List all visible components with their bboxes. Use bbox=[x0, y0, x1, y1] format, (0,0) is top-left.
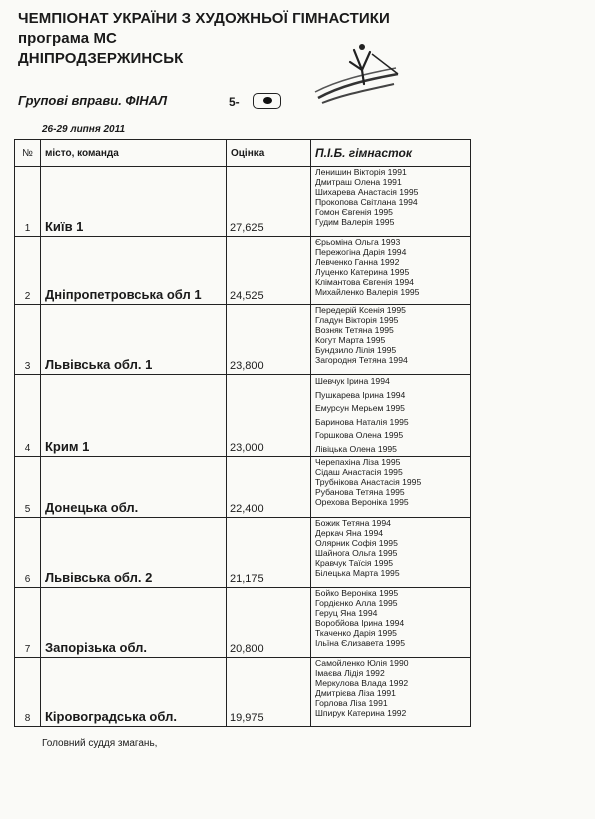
row-team: Запорізька обл. bbox=[41, 588, 227, 658]
gymnast-name: Бойко Вероніка 1995 bbox=[315, 588, 399, 598]
gymnast-name: Дмитраш Олена 1991 bbox=[315, 177, 402, 187]
gymnast-name: Михайленко Валерія 1995 bbox=[315, 287, 420, 297]
row-team: Дніпропетровська обл 1 bbox=[41, 237, 227, 305]
gymnast-name: Геруц Яна 1994 bbox=[315, 608, 378, 618]
row-score: 21,175 bbox=[227, 518, 311, 588]
table-row bbox=[15, 237, 471, 305]
row-gymnasts bbox=[311, 167, 471, 237]
gymnast-name: Шайнога Ольга 1995 bbox=[315, 548, 398, 558]
gymnast-name: Ткаченко Дарія 1995 bbox=[315, 628, 397, 638]
gymnast-name: Самойленко Юлія 1990 bbox=[315, 658, 409, 668]
header-num: № bbox=[15, 140, 41, 167]
row-team: Львівська обл. 2 bbox=[41, 518, 227, 588]
gymnast-name: Рубанова Тетяна 1995 bbox=[315, 487, 405, 497]
table-row bbox=[15, 518, 471, 588]
gymnast-name: Кравчук Таїсія 1995 bbox=[315, 558, 394, 568]
gymnast-name: Передерій Ксенія 1995 bbox=[315, 305, 406, 315]
gymnast-name: Емурсун Мерьем 1995 bbox=[315, 403, 405, 413]
row-num: 2 bbox=[15, 237, 41, 305]
gymnast-name: Черепахіна Ліза 1995 bbox=[315, 457, 401, 467]
row-team: Крим 1 bbox=[41, 375, 227, 457]
table-row bbox=[15, 457, 471, 518]
gymnast-name: Шевчук Ірина 1994 bbox=[315, 376, 390, 386]
gymnast-name: Ленишин Вікторія 1991 bbox=[315, 167, 407, 177]
title-line-2: програма МС bbox=[18, 30, 117, 47]
row-team: Кіровоградська обл. bbox=[41, 658, 227, 727]
gymnast-name: Горшкова Олена 1995 bbox=[315, 430, 404, 440]
gymnast-name: Загородня Тетяна 1994 bbox=[315, 355, 408, 365]
header-score: Оцінка bbox=[227, 140, 311, 167]
gymnast-name: Клімантова Євгенія 1994 bbox=[315, 277, 414, 287]
group-number: 5- bbox=[229, 95, 240, 109]
gymnast-name: Баринова Наталія 1995 bbox=[315, 416, 409, 427]
competition-dates: 26-29 липня 2011 bbox=[42, 124, 126, 135]
row-score: 19,975 bbox=[227, 658, 311, 727]
gymnast-name: Левченко Ганна 1992 bbox=[315, 257, 400, 267]
row-num: 5 bbox=[15, 457, 41, 518]
table-header-row bbox=[15, 140, 471, 167]
gymnast-name: Гордієнко Алла 1995 bbox=[315, 598, 398, 608]
gymnast-name: Олярник Софія 1995 bbox=[315, 538, 398, 548]
row-num: 8 bbox=[15, 658, 41, 727]
gymnast-name: Меркулова Влада 1992 bbox=[315, 678, 409, 688]
row-gymnasts bbox=[311, 518, 471, 588]
row-team: Львівська обл. 1 bbox=[41, 305, 227, 375]
title-line-3: ДНІПРОДЗЕРЖИНСЬК bbox=[18, 50, 184, 67]
row-gymnasts bbox=[311, 237, 471, 305]
gymnast-name: Орехова Вероніка 1995 bbox=[315, 497, 409, 507]
gymnast-name: Воробйова Ірина 1994 bbox=[315, 618, 405, 628]
gymnast-name: Дмитрієва Ліза 1991 bbox=[315, 688, 396, 698]
table-row bbox=[15, 588, 471, 658]
row-score: 20,800 bbox=[227, 588, 311, 658]
gymnast-name: Возняк Тетяна 1995 bbox=[315, 325, 394, 335]
gymnast-name: Когут Марта 1995 bbox=[315, 335, 386, 345]
gymnast-name: Гомон Євгенія 1995 bbox=[315, 207, 393, 217]
row-gymnasts bbox=[311, 457, 471, 518]
gymnast-name: Шпирук Катерина 1992 bbox=[315, 708, 407, 718]
row-score: 27,625 bbox=[227, 167, 311, 237]
ball-icon bbox=[253, 93, 281, 109]
row-num: 3 bbox=[15, 305, 41, 375]
title-line-1: ЧЕМПІОНАТ УКРАЇНИ З ХУДОЖНЬОЇ ГІМНАСТИКИ bbox=[18, 10, 390, 27]
row-team: Донецька обл. bbox=[41, 457, 227, 518]
gymnast-name: Луценко Катерина 1995 bbox=[315, 267, 410, 277]
gymnast-name: Пережогіна Дарія 1994 bbox=[315, 247, 407, 257]
gymnast-name: Білецька Марта 1995 bbox=[315, 568, 400, 578]
gymnast-name: Пушкарева Ірина 1994 bbox=[315, 389, 406, 400]
gymnast-name: Шихарева Анастасія 1995 bbox=[315, 187, 419, 197]
table-row bbox=[15, 658, 471, 727]
table-row bbox=[15, 305, 471, 375]
gymnast-name: Бундзило Лілія 1995 bbox=[315, 345, 397, 355]
gymnast-name: Ільїна Єлизавета 1995 bbox=[315, 638, 405, 648]
table-row bbox=[15, 375, 471, 457]
chief-judge-signature-line: Головний суддя змагань, bbox=[42, 738, 158, 749]
row-gymnasts bbox=[311, 375, 471, 457]
gymnast-name: Лівіцька Олена 1995 bbox=[315, 443, 397, 454]
row-num: 6 bbox=[15, 518, 41, 588]
gymnast-name: Гудим Валерія 1995 bbox=[315, 217, 395, 227]
gymnast-name: Сідаш Анастасія 1995 bbox=[315, 467, 403, 477]
competition-subtitle: Групові вправи. ФІНАЛ bbox=[18, 93, 168, 108]
row-team: Київ 1 bbox=[41, 167, 227, 237]
gymnast-name: Горлова Ліза 1991 bbox=[315, 698, 388, 708]
gymnast-name: Єрьоміна Ольга 1993 bbox=[315, 237, 401, 247]
row-num: 1 bbox=[15, 167, 41, 237]
row-score: 23,800 bbox=[227, 305, 311, 375]
gymnast-logo-icon bbox=[310, 40, 402, 106]
results-table bbox=[14, 139, 471, 727]
header-gymnasts: П.І.Б. гімнасток bbox=[311, 140, 471, 167]
row-score: 22,400 bbox=[227, 457, 311, 518]
row-score: 24,525 bbox=[227, 237, 311, 305]
row-gymnasts bbox=[311, 305, 471, 375]
row-gymnasts bbox=[311, 588, 471, 658]
row-num: 7 bbox=[15, 588, 41, 658]
row-score: 23,000 bbox=[227, 375, 311, 457]
gymnast-name: Трубнікова Анастасія 1995 bbox=[315, 477, 422, 487]
gymnast-name: Гладун Вікторія 1995 bbox=[315, 315, 399, 325]
row-gymnasts bbox=[311, 658, 471, 727]
gymnast-name: Деркач Яна 1994 bbox=[315, 528, 384, 538]
row-num: 4 bbox=[15, 375, 41, 457]
gymnast-name: Прокопова Світлана 1994 bbox=[315, 197, 418, 207]
header-team: місто, команда bbox=[41, 140, 227, 167]
gymnast-name: Імаєва Лідія 1992 bbox=[315, 668, 385, 678]
table-row bbox=[15, 167, 471, 237]
gymnast-name: Божик Тетяна 1994 bbox=[315, 518, 391, 528]
